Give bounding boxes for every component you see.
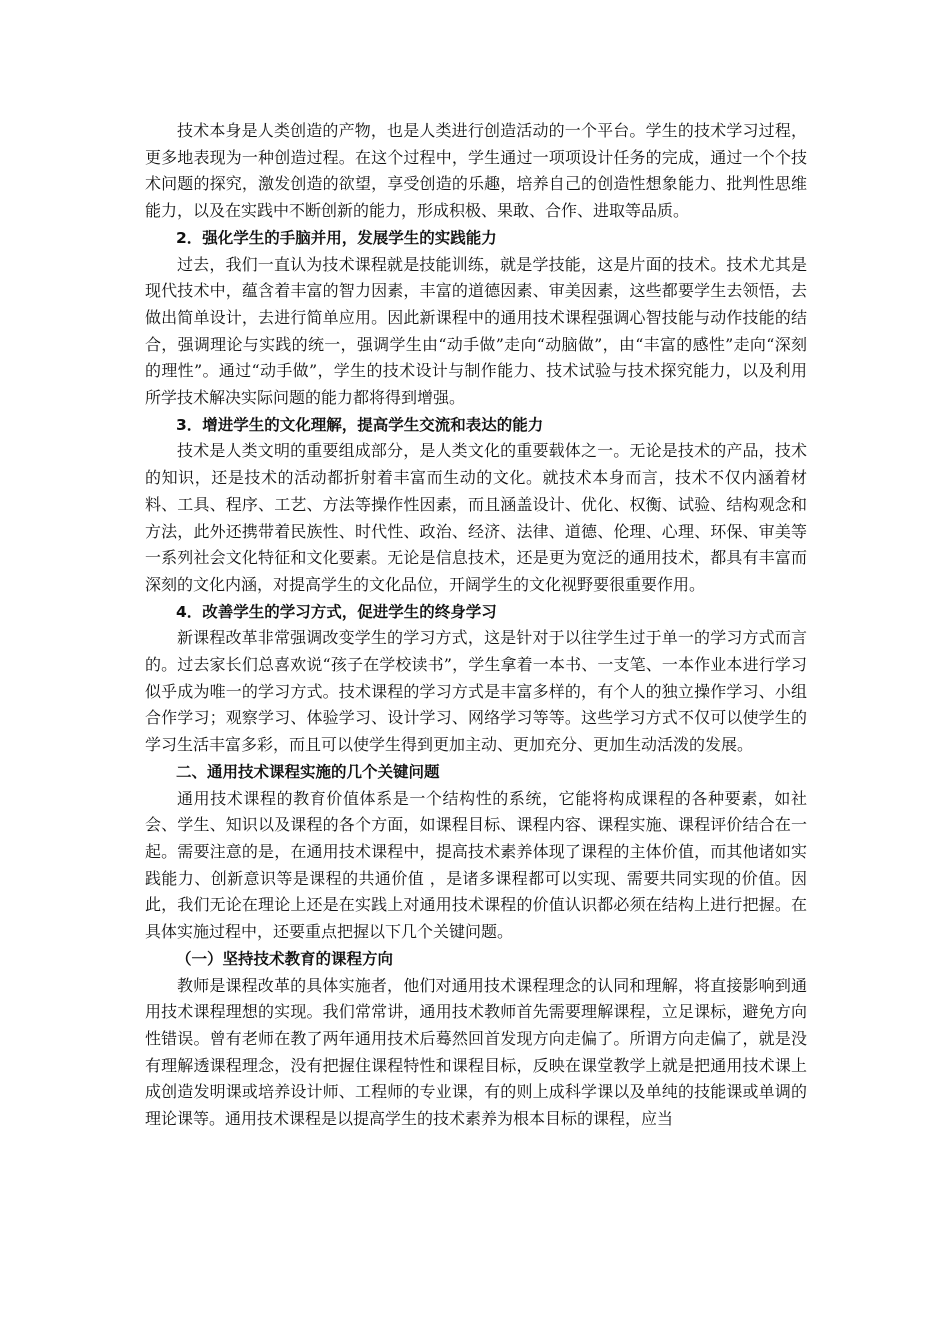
paragraph-practical-ability: 过去，我们一直认为技术课程就是技能训练，就是学技能，这是片面的技术。技术尤其是现代技术中，蕴含着丰富的智力因素，丰富的道德因素、审美因素，这些都要学生去领悟，去做出简单设计，去进行简单应用。因此新课程中的通用技术课程强调心智技能与动作技能的结合，强调理论与实践的统一，强调学生由“动手做”走向“动脑做”，由“丰富的感性”走向“深刻的理性”。通过“动手做”，学生的技术设计与制作能力、技术试验与技术探究能力，以及利用所学技术解决实际问题的能力都将得到增强。: [145, 254, 807, 408]
paragraph-teachers-role: 教师是课程改革的具体实施者，他们对通用技术课程理念的认同和理解，将直接影响到通用技术课程理想的实现。我们常常讲，通用技术教师首先需要理解课程，立足课标，避免方向性错误。曾有老师在教了两年通用技术后蓦然回首发现方向走偏了。所谓方向走偏了，就是没有理解透课程理念，没有把握住课程特性和课程目标，反映在课堂教学上就是把通用技术课上成创造发明课或培养设计师、工程师的专业课，有的则上成科学课以及单纯的技能课或单调的理论课等。通用技术课程是以提高学生的技术素养为根本目标的课程，应当: [145, 975, 807, 1129]
paragraph-technology-culture: 技术是人类文明的重要组成部分，是人类文化的重要载体之一。无论是技术的产品，技术的知识，还是技术的活动都折射着丰富而生动的文化。就技术本身而言，技术不仅内涵着材料、工具、程序、工艺、方法等操作性因素，而且涵盖设计、优化、权衡、试验、结构观念和方法，此外还携带着民族性、时代性、政治、经济、法律、道德、伦理、心理、环保、审美等一系列社会文化特征和文化要素。无论是信息技术，还是更为宽泛的通用技术，都具有丰富而深刻的文化内涵，对提高学生的文化品位，开阔学生的文化视野要很重要作用。: [145, 441, 807, 594]
heading-hands-and-brain: 2．强化学生的手脑并用，发展学生的实践能力: [176, 228, 497, 247]
document-page: [145, 118, 807, 1133]
heading-learning-methods: 4．改善学生的学习方式，促进学生的终身学习: [176, 602, 497, 621]
paragraph-value-system: 通用技术课程的教育价值体系是一个结构性的系统，它能将构成课程的各种要素，如社会、学生、知识以及课程的各个方面，如课程目标、课程内容、课程实施、课程评价结合在一起。需要注意的是，在通用技术课程中，提高技术素养体现了课程的主体价值，而其他诸如实践能力、创新意识等是课程的共通价值 ，是诸多课程都可以实现、需要共同实现的价值。因此，我们无论在理论上还是在实践上对通用技术课程的价值认识都必须在结构上进行把握。在具体实施过程中，还要重点把握以下几个关键问题。: [145, 788, 807, 942]
heading-cultural-understanding: 3．增进学生的文化理解，提高学生交流和表达的能力: [176, 415, 544, 434]
paragraph-technology-creativity: 技术本身是人类创造的产物，也是人类进行创造活动的一个平台。学生的技术学习过程，更多地表现为一种创造过程。在这个过程中，学生通过一项项设计任务的完成，通过一个个技术问题的探究，激发创造的欲望，享受创造的乐趣，培养自己的创造性想象能力、批判性思维能力，以及在实践中不断创新的能力，形成积极、果敢、合作、进取等品质。: [145, 121, 807, 221]
paragraph-learning-methods: 新课程改革非常强调改变学生的学习方式，这是针对于以往学生过于单一的学习方式而言的。过去家长们总喜欢说“孩子在学校读书”，学生拿着一本书、一支笔、一本作业本进行学习似乎成为唯一的学习方式。技术课程的学习方式是丰富多样的，有个人的独立操作学习、小组合作学习；观察学习、体验学习、设计学习、网络学习等等。这些学习方式不仅可以使学生的学习生活丰富多彩，而且可以使学生得到更加主动、更加充分、更加生动活泼的发展。: [145, 628, 807, 755]
heading-key-issues: 二、通用技术课程实施的几个关键问题: [176, 762, 440, 781]
heading-course-direction: （一）坚持技术教育的课程方向: [176, 949, 394, 968]
